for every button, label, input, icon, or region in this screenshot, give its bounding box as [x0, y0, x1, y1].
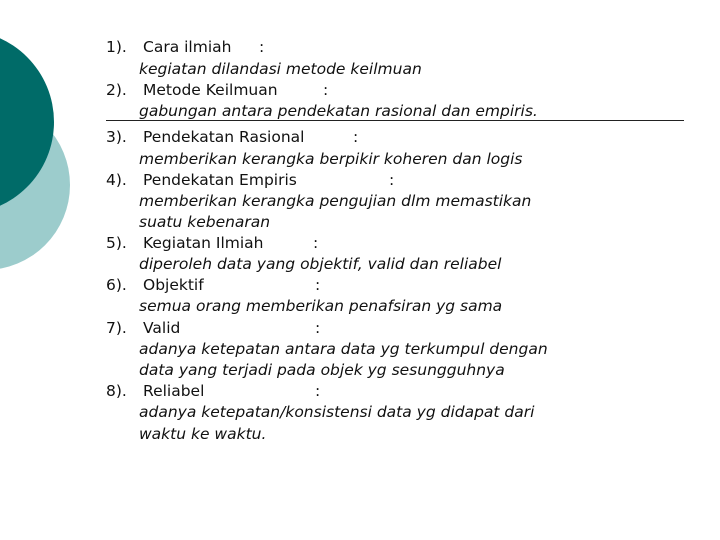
item-number: 6). [106, 276, 127, 294]
item-colon: : [313, 234, 319, 252]
item-colon: : [315, 382, 321, 400]
item-number: 3). [106, 128, 127, 146]
item-number: 4). [106, 171, 127, 189]
item-number: 7). [106, 319, 127, 337]
item-term: Kegiatan Ilmiah [143, 234, 264, 252]
item-colon: : [315, 319, 321, 337]
item-term: Valid [143, 319, 181, 337]
item-term: Objektif [143, 276, 204, 294]
item-number: 1). [106, 38, 127, 56]
item-colon: : [323, 81, 329, 99]
item-term: Metode Keilmuan [143, 81, 278, 99]
definition-list: 1). Cara ilmiah : kegiatan dilandasi metode keilmuan 2). Metode Keilmuan : gabungan antara pendekatan rasional dan empiris. 3). Pendekatan Rasional : memberikan kerangka berpikir koheren dan logis 4). Pendekatan Empiris : memberikan kerangka pengujian dlm memastikan suatu kebenaran 5). Kegiatan Ilmiah : diperoleh data yang objektif, valid dan reliabel 6). Objektif : semua orang memberikan penafsiran yg sama 7). Valid : adanya ketepatan antara data yg terkumpul dengan data yang terjadi pada objek yg sesungguhnya 8). Reliabel : adanya ketepatan/konsistensi data yg didapat dari waktu ke waktu. [0, 0, 720, 540]
item-term: Cara ilmiah [143, 38, 232, 56]
item-number: 8). [106, 382, 127, 400]
item-colon: : [315, 276, 321, 294]
item-colon: : [259, 38, 265, 56]
item-colon: : [389, 171, 395, 189]
item-term: Pendekatan Rasional [143, 128, 305, 146]
item-term: Reliabel [143, 382, 205, 400]
item-colon: : [353, 128, 359, 146]
item-term: Pendekatan Empiris [143, 171, 297, 189]
item-number: 5). [106, 234, 127, 252]
item-number: 2). [106, 81, 127, 99]
divider-line [106, 120, 684, 121]
